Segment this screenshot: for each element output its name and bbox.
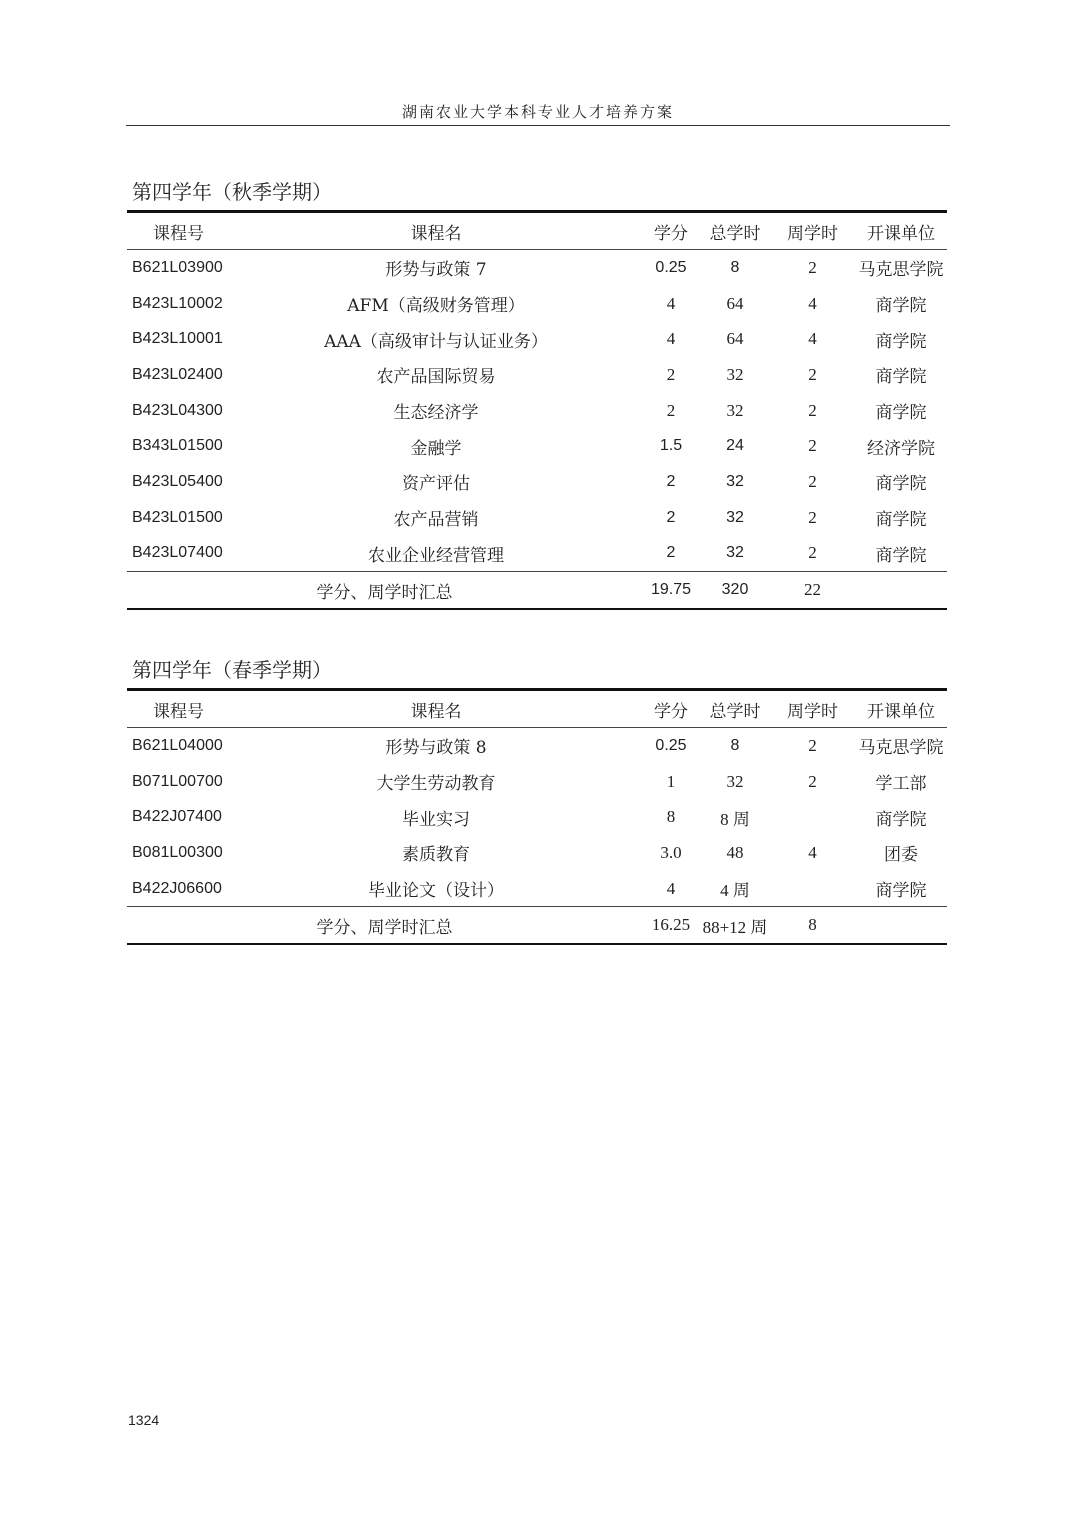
course-unit: 商学院 bbox=[875, 881, 927, 902]
course-weekly-hours: 2 bbox=[808, 257, 817, 277]
table-total-row bbox=[127, 572, 947, 610]
table-row bbox=[127, 536, 947, 572]
course-weekly-hours bbox=[770, 871, 855, 907]
course-code: B423L04300 bbox=[132, 401, 223, 419]
spring-semester-title: 第四学年（春季学期） bbox=[132, 658, 332, 682]
column-header-weekly-hours: 周学时 bbox=[787, 701, 838, 722]
column-header-total-hours: 总学时 bbox=[709, 701, 761, 722]
column-header-total-hours: 总学时 bbox=[709, 223, 761, 244]
course-weekly-hours: 4 bbox=[808, 842, 817, 862]
course-weekly-hours: 2 bbox=[808, 400, 817, 420]
course-weekly-hours: 2 bbox=[808, 543, 817, 563]
total-hours: 320 bbox=[721, 581, 749, 599]
course-credit: 4 bbox=[666, 329, 676, 349]
course-weekly-hours: 4 bbox=[808, 329, 817, 349]
column-header-name: 课程名 bbox=[410, 223, 462, 244]
total-credit: 16.25 bbox=[651, 915, 691, 935]
course-credit: 2 bbox=[666, 544, 676, 562]
course-total-hours: 32 bbox=[726, 472, 744, 490]
course-unit: 商学院 bbox=[875, 331, 927, 352]
course-code: B422J06600 bbox=[132, 879, 222, 897]
course-total-hours: 8 bbox=[730, 736, 740, 754]
course-total-hours: 32 bbox=[726, 508, 744, 526]
course-total-hours: 64 bbox=[726, 329, 744, 349]
total-credit: 19.75 bbox=[650, 581, 692, 599]
course-weekly-hours: 2 bbox=[808, 364, 817, 384]
course-name: 资产评估 bbox=[402, 474, 470, 495]
table-row bbox=[127, 321, 947, 357]
course-credit: 3.0 bbox=[660, 842, 682, 862]
autumn-semester-title: 第四学年（秋季学期） bbox=[132, 180, 332, 204]
course-code: B621L04000 bbox=[132, 736, 223, 754]
column-header-name: 课程名 bbox=[410, 701, 462, 722]
table-row bbox=[127, 464, 947, 500]
course-credit: 8 bbox=[666, 807, 676, 827]
course-weekly-hours: 2 bbox=[808, 771, 817, 791]
course-name: 生态经济学 bbox=[393, 403, 479, 424]
table-row bbox=[127, 500, 947, 536]
table-row bbox=[127, 799, 947, 835]
column-header-unit: 开课单位 bbox=[867, 701, 935, 722]
course-total-hours: 32 bbox=[726, 364, 744, 384]
table-row bbox=[127, 393, 947, 429]
course-code: B621L03900 bbox=[132, 258, 223, 276]
page-number: 1324 bbox=[128, 1412, 160, 1428]
course-credit: 2 bbox=[666, 400, 676, 420]
course-unit: 商学院 bbox=[875, 403, 927, 424]
course-weekly-hours: 2 bbox=[808, 507, 817, 527]
total-unit-empty bbox=[855, 907, 947, 945]
course-unit: 马克思学院 bbox=[858, 738, 944, 759]
course-credit: 1 bbox=[666, 771, 676, 791]
course-credit: 2 bbox=[666, 364, 676, 384]
total-label: 学分、周学时汇总 bbox=[316, 582, 453, 603]
course-code: B422J07400 bbox=[132, 808, 222, 826]
course-weekly-hours bbox=[770, 799, 855, 835]
course-unit: 商学院 bbox=[875, 474, 927, 495]
course-total-hours: 8 周 bbox=[720, 809, 750, 829]
table-row bbox=[127, 428, 947, 464]
course-name: 金融学 bbox=[410, 438, 462, 459]
course-total-hours: 24 bbox=[726, 437, 744, 455]
course-name: 农业企业经营管理 bbox=[368, 545, 504, 566]
course-name: 毕业论文（设计） bbox=[368, 881, 504, 902]
course-name: 素质教育 bbox=[402, 845, 470, 866]
table-header-row bbox=[127, 212, 947, 250]
column-header-weekly-hours: 周学时 bbox=[787, 223, 838, 244]
course-code: B343L01500 bbox=[132, 437, 223, 455]
spring-course-table bbox=[127, 688, 947, 945]
course-code: B423L07400 bbox=[132, 544, 223, 562]
course-code: B423L10002 bbox=[132, 294, 223, 312]
course-unit: 商学院 bbox=[875, 545, 927, 566]
course-credit: 2 bbox=[666, 508, 676, 526]
course-weekly-hours: 2 bbox=[808, 735, 817, 755]
course-total-hours: 32 bbox=[726, 400, 744, 420]
course-unit: 商学院 bbox=[875, 296, 927, 317]
table-row bbox=[127, 871, 947, 907]
course-credit: 4 bbox=[666, 878, 676, 898]
course-code: B081L00300 bbox=[132, 843, 223, 861]
course-name: 毕业实习 bbox=[402, 809, 470, 830]
course-total-hours: 32 bbox=[726, 771, 744, 791]
course-unit: 经济学院 bbox=[867, 438, 935, 459]
course-name: AAA（高级审计与认证业务） bbox=[324, 331, 548, 352]
column-header-code: 课程号 bbox=[153, 223, 204, 244]
table-row bbox=[127, 357, 947, 393]
course-credit: 0.25 bbox=[655, 258, 687, 276]
course-credit: 4 bbox=[666, 293, 676, 313]
course-code: B423L10001 bbox=[132, 330, 223, 348]
course-weekly-hours: 2 bbox=[808, 471, 817, 491]
course-total-hours: 4 周 bbox=[720, 881, 750, 901]
course-unit: 商学院 bbox=[875, 510, 927, 531]
column-header-code: 课程号 bbox=[153, 701, 204, 722]
column-header-credit: 学分 bbox=[654, 223, 688, 244]
table-row bbox=[127, 835, 947, 871]
column-header-credit: 学分 bbox=[654, 701, 688, 722]
course-name: 大学生劳动教育 bbox=[376, 774, 496, 795]
total-weekly-hours: 22 bbox=[804, 580, 821, 600]
course-name: AFM（高级财务管理） bbox=[347, 296, 525, 317]
course-weekly-hours: 4 bbox=[808, 293, 817, 313]
course-unit: 学工部 bbox=[875, 774, 927, 795]
table-row bbox=[127, 286, 947, 322]
course-code: B423L05400 bbox=[132, 472, 223, 490]
autumn-course-table bbox=[127, 210, 947, 610]
course-total-hours: 32 bbox=[726, 544, 744, 562]
table-row bbox=[127, 764, 947, 800]
course-total-hours: 48 bbox=[726, 842, 744, 862]
course-unit: 团委 bbox=[884, 845, 918, 866]
course-weekly-hours: 2 bbox=[808, 436, 817, 456]
course-code: B423L01500 bbox=[132, 508, 223, 526]
course-unit: 商学院 bbox=[875, 809, 927, 830]
course-credit: 1.5 bbox=[659, 437, 683, 455]
course-credit: 0.25 bbox=[655, 736, 687, 754]
table-row bbox=[127, 250, 947, 286]
course-code: B071L00700 bbox=[132, 772, 223, 790]
course-name: 农产品营销 bbox=[393, 510, 479, 531]
total-label: 学分、周学时汇总 bbox=[316, 917, 453, 938]
course-unit: 商学院 bbox=[875, 367, 927, 388]
course-name: 形势与政策 7 bbox=[385, 260, 487, 281]
column-header-unit: 开课单位 bbox=[867, 223, 935, 244]
total-unit-empty bbox=[855, 572, 947, 610]
table-row bbox=[127, 728, 947, 764]
table-total-row bbox=[127, 907, 947, 945]
total-hours: 88+12 周 bbox=[702, 917, 768, 937]
course-total-hours: 8 bbox=[730, 258, 740, 276]
course-name: 形势与政策 8 bbox=[385, 738, 487, 759]
course-total-hours: 64 bbox=[726, 293, 744, 313]
table-header-row bbox=[127, 690, 947, 728]
course-credit: 2 bbox=[666, 472, 676, 490]
course-code: B423L02400 bbox=[132, 365, 223, 383]
course-unit: 马克思学院 bbox=[858, 260, 944, 281]
page-header: 湖南农业大学本科专业人才培养方案 bbox=[126, 100, 950, 126]
course-name: 农产品国际贸易 bbox=[376, 367, 496, 388]
total-weekly-hours: 8 bbox=[808, 915, 817, 935]
